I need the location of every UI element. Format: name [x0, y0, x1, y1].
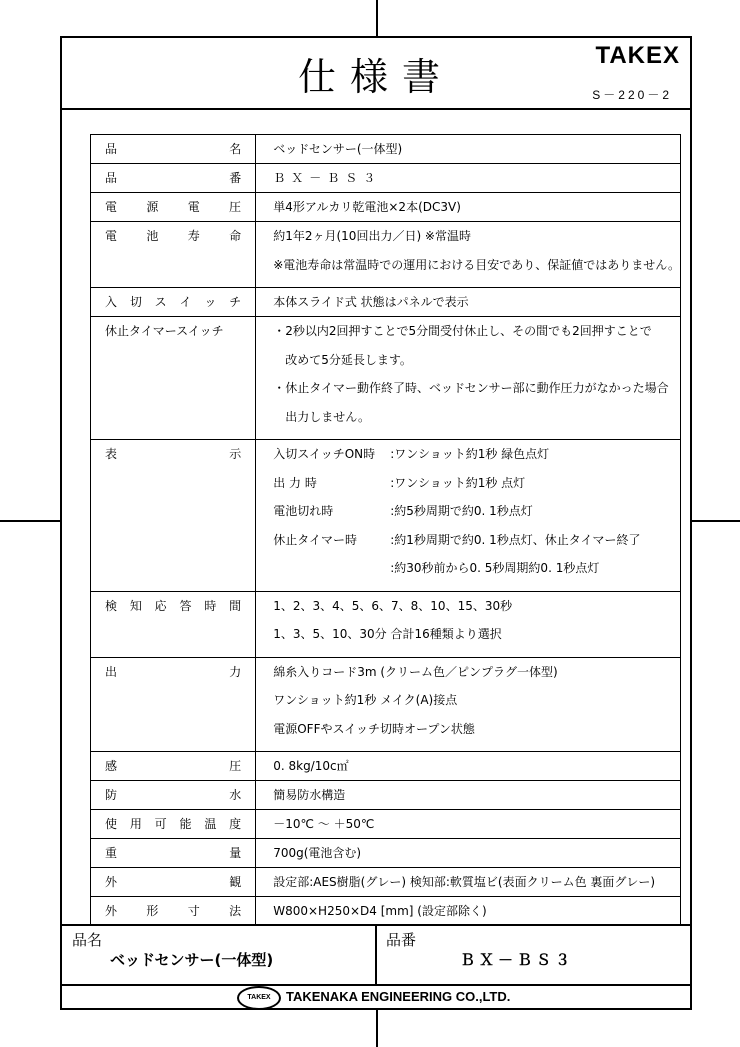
footer-name-value: ベッドセンサー(一体型)	[110, 951, 274, 969]
spec-value-line	[273, 530, 680, 559]
spec-value	[256, 752, 681, 781]
spec-row	[91, 288, 681, 317]
spec-label	[91, 222, 256, 288]
footer-model-label: 品番	[386, 931, 417, 949]
spec-label-char: 出	[105, 664, 118, 679]
display-behavior: :ワンショット約1秒 緑色点灯	[390, 447, 550, 461]
spec-label-text	[105, 815, 241, 833]
spec-value	[256, 440, 681, 592]
spec-label-char: 休止タイマースイッチ	[105, 324, 224, 338]
spec-label	[91, 288, 256, 317]
spec-label	[91, 440, 256, 592]
display-condition: 休止タイマー時	[273, 532, 357, 547]
spec-label-char: 度	[229, 817, 242, 831]
spec-row	[91, 839, 681, 868]
spec-label	[91, 839, 256, 868]
spec-label-char: 重	[105, 846, 118, 860]
spec-label-char: 応	[154, 598, 167, 613]
brand-logo: TAKEX	[595, 42, 680, 69]
spec-value-line: 0. 8kg/10c㎡	[273, 759, 349, 773]
spec-label-char: 使	[105, 817, 118, 831]
spec-label	[91, 781, 256, 810]
spec-label-text	[105, 445, 241, 463]
spec-label-char: 間	[229, 598, 242, 613]
spec-value-line: 1、3、5、10、30分 合計16種類より選択	[273, 627, 502, 641]
spec-label-text	[105, 786, 241, 804]
spec-value-line: W800×H250×D4 [mm] (設定部除く)	[273, 904, 487, 918]
spec-label-char: 寿	[187, 229, 200, 243]
spec-row	[91, 193, 681, 222]
spec-row	[91, 317, 681, 440]
spec-label-text	[105, 663, 241, 681]
spec-label	[91, 164, 256, 193]
spec-value	[256, 868, 681, 897]
spec-label-char: 法	[229, 904, 242, 918]
crop-mark-top	[376, 0, 378, 36]
spec-value	[256, 222, 681, 288]
spec-value-line: ワンショット約1秒 メイク(A)接点	[273, 693, 458, 707]
spec-label-char: ッ	[204, 295, 217, 309]
spec-label-char: 番	[229, 171, 242, 185]
page-title: 仕様書	[297, 55, 454, 99]
spec-label-char: 命	[229, 229, 242, 243]
spec-label	[91, 752, 256, 781]
spec-label-char: 電	[187, 200, 200, 214]
spec-label-char: 表	[105, 447, 118, 461]
spec-value	[256, 317, 681, 440]
spec-value-line: ＢＸ－ＢＳ３	[273, 171, 382, 185]
spec-value-line: 電源OFFやスイッチ切時オープン状態	[273, 721, 475, 736]
spec-label-char: 検	[105, 598, 118, 613]
spec-row	[91, 897, 681, 926]
spec-label-text	[105, 293, 241, 311]
spec-label	[91, 135, 256, 164]
display-condition: 電池切れ時	[273, 504, 334, 518]
spec-label-char: 用	[129, 817, 142, 831]
spec-sheet	[60, 36, 692, 1010]
spec-row	[91, 810, 681, 839]
spec-label-text	[105, 844, 241, 862]
spec-label-char: 形	[146, 904, 159, 918]
spec-label-char: 切	[129, 295, 142, 309]
spec-label-char: 防	[105, 788, 118, 802]
footer-model-value: ＢＸ－ＢＳ３	[460, 951, 575, 969]
spec-label-char: 圧	[229, 200, 242, 214]
spec-row	[91, 752, 681, 781]
spec-value-line	[273, 444, 680, 473]
spec-value	[256, 839, 681, 868]
spec-value-line: 約1年2ヶ月(10回出力／日) ※常温時	[273, 229, 471, 243]
spec-value-line: ・2秒以内2回押すことで5分間受付休止し、その間でも2回押すことで	[273, 324, 652, 338]
spec-value-line: 単4形アルカリ乾電池×2本(DC3V)	[273, 200, 461, 214]
display-condition: 入切スイッチON時	[273, 447, 376, 461]
spec-label-char: 時	[204, 598, 217, 613]
spec-row	[91, 440, 681, 592]
footer-divider	[375, 926, 377, 984]
spec-label-char: 寸	[187, 904, 200, 918]
sheet-header	[62, 38, 690, 110]
spec-label-text	[105, 322, 241, 340]
spec-value	[256, 781, 681, 810]
spec-value	[256, 591, 681, 657]
spec-label-char: 感	[105, 759, 118, 773]
spec-value	[256, 193, 681, 222]
spec-value-line	[273, 558, 680, 587]
spec-label	[91, 591, 256, 657]
display-behavior: :ワンショット約1秒 点灯	[390, 475, 526, 490]
spec-label	[91, 657, 256, 752]
spec-label-char: 示	[229, 447, 242, 461]
spec-label-char: 力	[229, 664, 242, 679]
spec-label-text	[105, 597, 241, 615]
spec-value-line: ・休止タイマー動作終了時、ベッドセンサー部に動作圧力がなかった場合	[273, 381, 669, 395]
footer-name-label: 品名	[72, 931, 103, 949]
spec-label-text	[105, 757, 241, 775]
spec-label-char: 電	[105, 200, 118, 214]
spec-label-char: 答	[179, 598, 192, 613]
spec-value-line	[273, 501, 680, 530]
spec-label-char: イ	[179, 295, 192, 309]
spec-value	[256, 288, 681, 317]
spec-value-line: 簡易防水構造	[273, 788, 346, 802]
spec-label-char: 温	[204, 817, 217, 831]
spec-label-char: 量	[229, 846, 242, 860]
crop-mark-bottom	[376, 1010, 378, 1047]
spec-value-line: 綿糸入りコード3m (クリーム色／ピンプラグ一体型)	[273, 664, 558, 679]
spec-row	[91, 135, 681, 164]
spec-table	[90, 134, 681, 926]
spec-label-char: 知	[129, 598, 142, 613]
spec-label-char: 源	[146, 200, 159, 214]
spec-label-char: 品	[105, 171, 118, 185]
company-name: TAKENAKA ENGINEERING CO.,LTD.	[286, 989, 511, 1004]
spec-row	[91, 781, 681, 810]
spec-value-line	[273, 473, 680, 502]
spec-label-text	[105, 140, 241, 158]
spec-value-line: 1、2、3、4、5、6、7、8、10、15、30秒	[273, 598, 513, 613]
spec-row	[91, 591, 681, 657]
crop-mark-right	[692, 520, 740, 522]
spec-label-text	[105, 873, 241, 891]
spec-value-line: ベッドセンサー(一体型)	[273, 142, 403, 156]
spec-label	[91, 193, 256, 222]
spec-value-line: 出力しません。	[285, 409, 370, 424]
spec-value-line: 700g(電池含む)	[273, 846, 362, 860]
spec-value-line: －10℃ ～ ＋50℃	[273, 817, 375, 831]
spec-label-char: 能	[179, 817, 192, 831]
spec-label-text	[105, 227, 241, 245]
spec-value	[256, 164, 681, 193]
document-number: S－220－2	[592, 88, 672, 102]
spec-value-line: 本体スライド式 状態はパネルで表示	[273, 295, 469, 309]
spec-label-char: 外	[105, 904, 118, 918]
company-footer	[62, 982, 690, 1010]
spec-value	[256, 897, 681, 926]
display-behavior: :約30秒前から0. 5秒周期約0. 1秒点灯	[390, 561, 600, 575]
spec-label-char: 池	[146, 229, 159, 243]
spec-label-char: 品	[105, 142, 118, 156]
spec-row	[91, 164, 681, 193]
spec-row	[91, 222, 681, 288]
spec-label-text	[105, 198, 241, 216]
spec-label-text	[105, 902, 241, 920]
spec-value	[256, 135, 681, 164]
spec-label-char: ス	[154, 295, 167, 309]
spec-value	[256, 657, 681, 752]
spec-label-char: チ	[229, 295, 242, 309]
spec-value	[256, 810, 681, 839]
spec-label-char: 外	[105, 875, 118, 889]
spec-label	[91, 317, 256, 440]
crop-mark-left	[0, 520, 60, 522]
spec-label	[91, 868, 256, 897]
spec-label-char: 名	[229, 142, 242, 156]
spec-label-char: 圧	[229, 759, 242, 773]
spec-row	[91, 657, 681, 752]
spec-value-line: ※電池寿命は常温時での運用における目安であり、保証値ではありません。	[273, 257, 680, 272]
spec-label-char: 入	[105, 295, 118, 309]
spec-label-char: 観	[229, 875, 242, 889]
footer-product-box	[62, 924, 690, 986]
spec-value-line: 改めて5分延長します。	[285, 352, 412, 367]
display-behavior: :約5秒周期で約0. 1秒点灯	[390, 504, 533, 518]
spec-label	[91, 897, 256, 926]
spec-label	[91, 810, 256, 839]
spec-label-char: 電	[105, 229, 118, 243]
spec-label-text	[105, 169, 241, 187]
spec-value-line: 設定部:AES樹脂(グレー) 検知部:軟質塩ビ(表面クリーム色 裏面グレー)	[273, 875, 656, 889]
spec-label-char: 水	[229, 788, 242, 802]
spec-row	[91, 868, 681, 897]
company-logo-mark: TAKEX	[237, 986, 281, 1010]
spec-label-char: 可	[154, 817, 167, 831]
display-condition: 出 力 時	[273, 475, 317, 490]
display-behavior: :約1秒周期で約0. 1秒点灯、休止タイマー終了	[390, 532, 641, 547]
